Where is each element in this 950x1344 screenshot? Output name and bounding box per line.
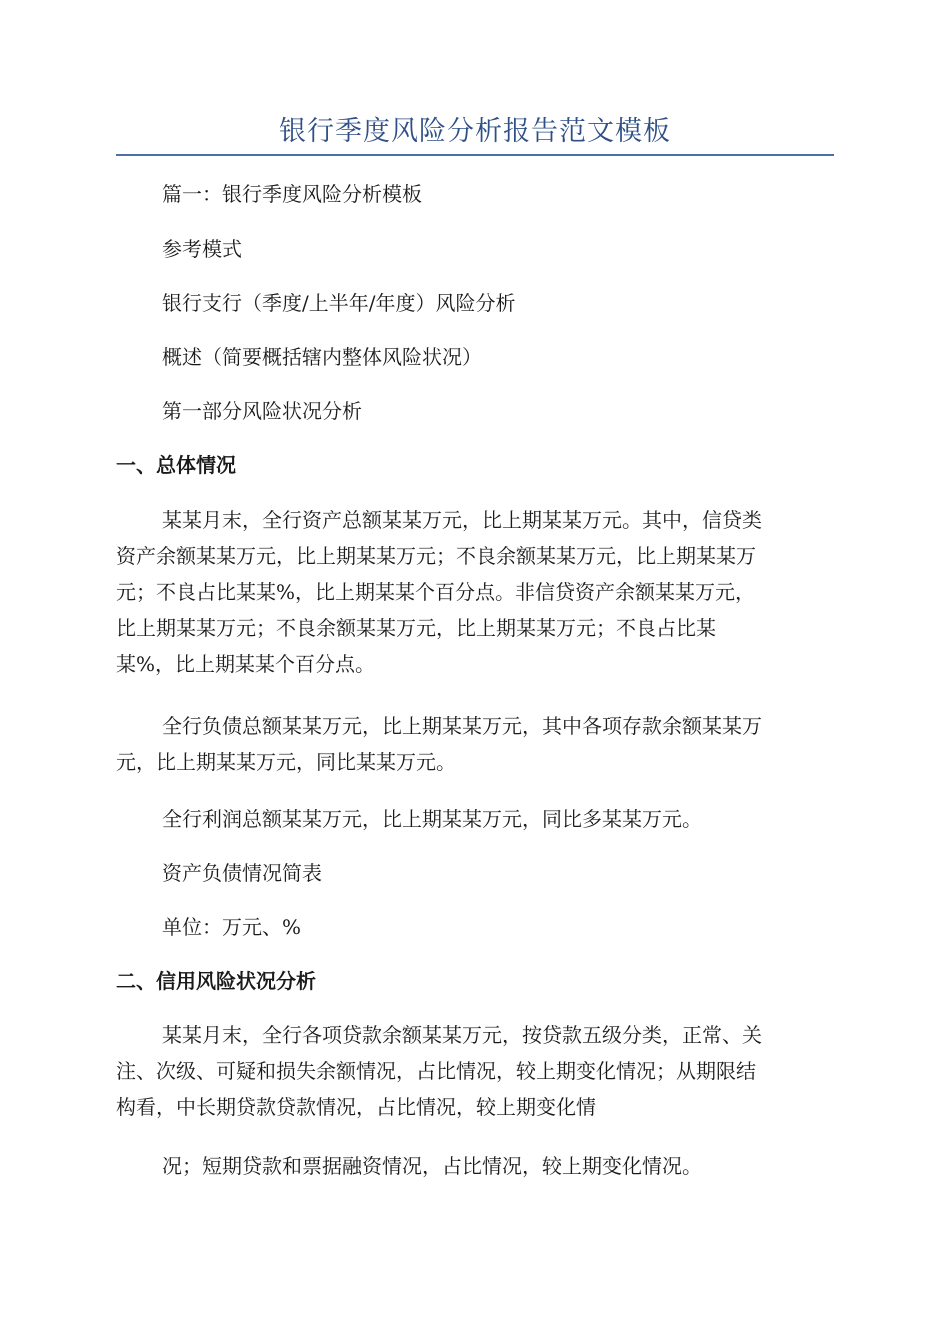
paragraph-11-line-2: 注、次级、可疑和损失余额情况，占比情况，较上期变化情况；从期限结 (116, 1059, 756, 1083)
paragraph-6-line-2: 资产余额某某万元，比上期某某万元；不良余额某某万元，比上期某某万 (116, 544, 756, 568)
paragraph-6 (116, 502, 834, 682)
paragraph-5: 第一部分风险状况分析 (162, 399, 362, 423)
paragraph-7-line-1: 全行负债总额某某万元，比上期某某万元，其中各项存款余额某某万 (162, 714, 762, 738)
paragraph-8: 全行利润总额某某万元，比上期某某万元，同比多某某万元。 (162, 807, 702, 831)
paragraph-6-line-5: 某%，比上期某某个百分点。 (116, 652, 376, 676)
paragraph-11-line-1: 某某月末，全行各项贷款余额某某万元，按贷款五级分类，正常、关 (162, 1023, 762, 1047)
paragraph-9: 资产负债情况简表 (162, 861, 322, 885)
paragraph-11-line-3: 构看，中长期贷款贷款情况，占比情况，较上期变化情 (116, 1095, 596, 1119)
paragraph-12: 况；短期贷款和票据融资情况，占比情况，较上期变化情况。 (162, 1154, 702, 1178)
paragraph-7-line-2: 元，比上期某某万元，同比某某万元。 (116, 750, 456, 774)
paragraph-4: 概述（简要概括辖内整体风险状况） (162, 345, 482, 369)
paragraph-6-line-3: 元；不良占比某某%，比上期某某个百分点。非信贷资产余额某某万元， (116, 580, 756, 604)
paragraph-10: 单位：万元、% (162, 915, 302, 939)
document-title: 银行季度风险分析报告范文模板 (279, 116, 671, 147)
paragraph-1: 篇一：银行季度风险分析模板 (162, 182, 422, 206)
paragraph-3: 银行支行（季度/上半年/年度）风险分析 (162, 291, 516, 315)
paragraph-7 (116, 708, 834, 780)
paragraph-11 (116, 1017, 834, 1125)
paragraph-6-line-1: 某某月末，全行资产总额某某万元，比上期某某万元。其中，信贷类 (162, 508, 762, 532)
title-underline (116, 154, 834, 156)
paragraph-2: 参考模式 (162, 237, 242, 261)
section-heading-1: 一、总体情况 (116, 453, 236, 477)
paragraph-6-line-4: 比上期某某万元；不良余额某某万元，比上期某某万元；不良占比某 (116, 616, 716, 640)
section-heading-2: 二、信用风险状况分析 (116, 969, 316, 993)
